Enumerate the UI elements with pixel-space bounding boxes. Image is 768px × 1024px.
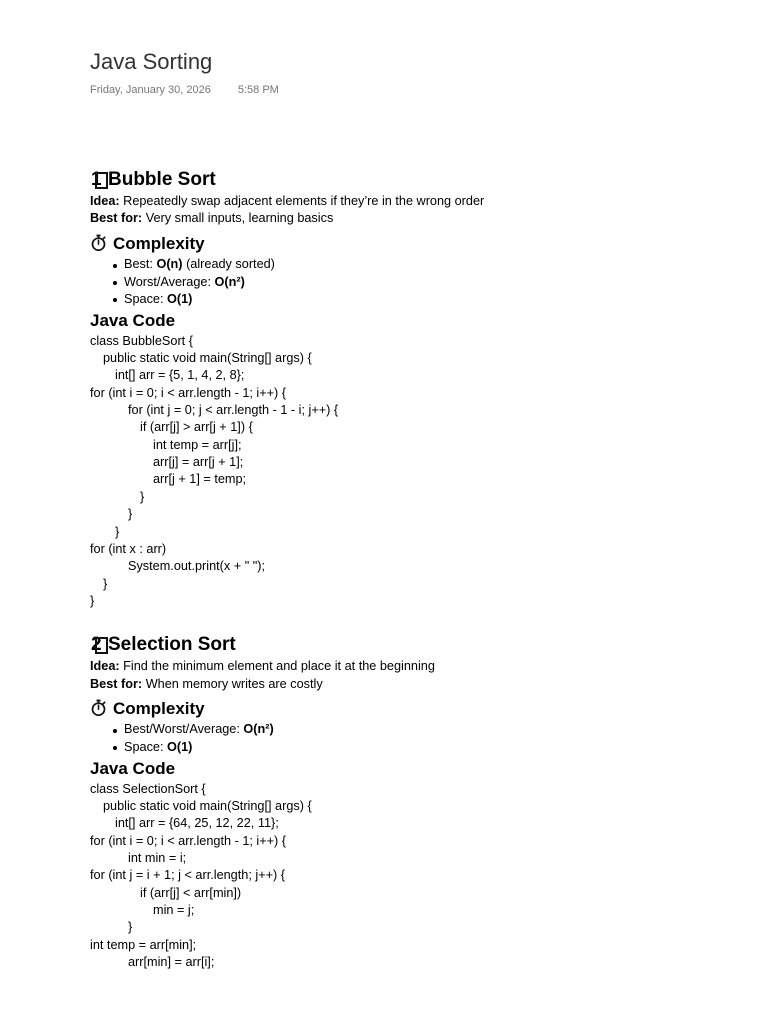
complexity-label: Worst/Average: <box>124 274 211 289</box>
complexity-heading <box>90 698 750 720</box>
idea-line <box>90 193 750 210</box>
code-line: arr[j] = arr[j + 1]; <box>153 455 244 470</box>
code-line: System.out.print(x + " "); <box>128 559 265 574</box>
section-bubble-sort <box>90 168 750 610</box>
stopwatch-side-button <box>103 703 105 705</box>
idea-label: Idea: <box>90 659 120 674</box>
bullet-dot <box>113 298 117 302</box>
code-block <box>90 333 750 611</box>
code-block <box>90 781 750 972</box>
bullet-dot <box>113 264 117 268</box>
page-date: Friday, January 30, 2026 <box>90 84 211 96</box>
page-time: 5:58 PM <box>237 84 279 96</box>
best-for-text: Very small inputs, learning basics <box>145 211 334 226</box>
list-item <box>90 274 750 291</box>
best-for-line <box>90 210 750 227</box>
section-heading <box>90 168 750 193</box>
code-heading: Java Code <box>90 311 176 331</box>
idea-text: Find the minimum element and place it at the beginning <box>123 659 435 674</box>
best-for-text: When memory writes are costly <box>145 676 323 691</box>
complexity-heading <box>90 233 750 255</box>
code-line: if (arr[j] < arr[min]) <box>140 885 242 900</box>
idea-line <box>90 658 750 675</box>
complexity-list <box>90 721 750 756</box>
code-line: public static void main(String[] args) { <box>103 798 312 813</box>
bullet-dot <box>113 729 117 733</box>
code-line: } <box>103 576 108 591</box>
best-for-label: Best for: <box>90 211 143 226</box>
code-heading: Java Code <box>90 759 176 779</box>
code-line: min = j; <box>153 903 195 917</box>
bullet-dot <box>113 746 117 750</box>
code-line: class SelectionSort { <box>90 781 206 796</box>
page-timestamp <box>90 83 750 97</box>
code-line: } <box>128 507 133 522</box>
code-line: int temp = arr[min]; <box>90 937 197 952</box>
stopwatch-crown <box>97 235 101 237</box>
complexity-value: O(n²) <box>214 274 245 289</box>
code-line: arr[min] = arr[i]; <box>128 955 215 970</box>
keycap-digit-icon <box>90 168 109 192</box>
code-line: for (int x : arr) <box>90 541 167 556</box>
code-line: int[] arr = {5, 1, 4, 2, 8}; <box>115 368 245 383</box>
best-for-label: Best for: <box>90 676 143 691</box>
complexity-heading-text: Complexity <box>113 234 205 254</box>
code-line: for (int i = 0; i < arr.length - 1; i++) { <box>90 833 287 848</box>
complexity-value: O(1) <box>167 739 193 754</box>
section-title: Selection Sort <box>108 634 236 656</box>
complexity-label: Space: <box>124 291 164 306</box>
keycap-digit: 2 <box>91 634 102 656</box>
code-line: } <box>128 920 133 935</box>
complexity-value: O(1) <box>167 291 193 306</box>
note-page <box>90 48 750 971</box>
list-item <box>90 721 750 738</box>
stopwatch-icon <box>90 234 107 251</box>
code-line: } <box>140 489 145 504</box>
code-line: int min = i; <box>128 850 187 865</box>
idea-label: Idea: <box>90 194 120 208</box>
list-item <box>90 256 750 273</box>
code-line: } <box>115 524 120 539</box>
stopwatch-crown <box>97 700 101 702</box>
stopwatch-side-button <box>103 237 105 239</box>
section-heading <box>90 633 750 658</box>
idea-text: Repeatedly swap adjacent elements if they’re in the wrong order <box>123 194 485 208</box>
keycap-digit-icon <box>90 633 109 657</box>
best-for-line <box>90 676 750 693</box>
keycap-frame <box>95 637 108 654</box>
complexity-label: Best: <box>124 257 153 272</box>
code-line: int temp = arr[j]; <box>153 437 242 452</box>
complexity-list <box>90 256 750 308</box>
list-item <box>90 739 750 756</box>
complexity-label: Best/Worst/Average: <box>124 722 240 737</box>
code-line: int[] arr = {64, 25, 12, 22, 11}; <box>115 816 279 831</box>
code-line: for (int j = i + 1; j < arr.length; j++) { <box>90 868 285 883</box>
code-line: for (int j = 0; j < arr.length - 1 - i; j++) { <box>128 403 339 418</box>
keycap-frame <box>95 172 108 189</box>
complexity-heading-text: Complexity <box>113 699 205 719</box>
complexity-note: (already sorted) <box>186 257 275 272</box>
keycap-digit: 1 <box>91 169 102 190</box>
complexity-value: O(n²) <box>243 722 274 737</box>
code-line: public static void main(String[] args) { <box>103 351 312 366</box>
section-selection-sort <box>90 633 750 971</box>
complexity-value: O(n) <box>156 257 183 272</box>
stopwatch-icon <box>90 699 107 716</box>
code-line: arr[j + 1] = temp; <box>153 472 247 487</box>
code-line: class BubbleSort { <box>90 333 193 348</box>
bullet-dot <box>113 281 117 285</box>
list-item <box>90 291 750 308</box>
section-title: Bubble Sort <box>108 169 216 190</box>
page-title: Java Sorting <box>90 49 213 74</box>
code-line: if (arr[j] > arr[j + 1]) { <box>140 420 253 435</box>
code-line: for (int i = 0; i < arr.length - 1; i++) { <box>90 385 287 400</box>
code-line: } <box>90 593 95 608</box>
complexity-label: Space: <box>124 739 164 754</box>
